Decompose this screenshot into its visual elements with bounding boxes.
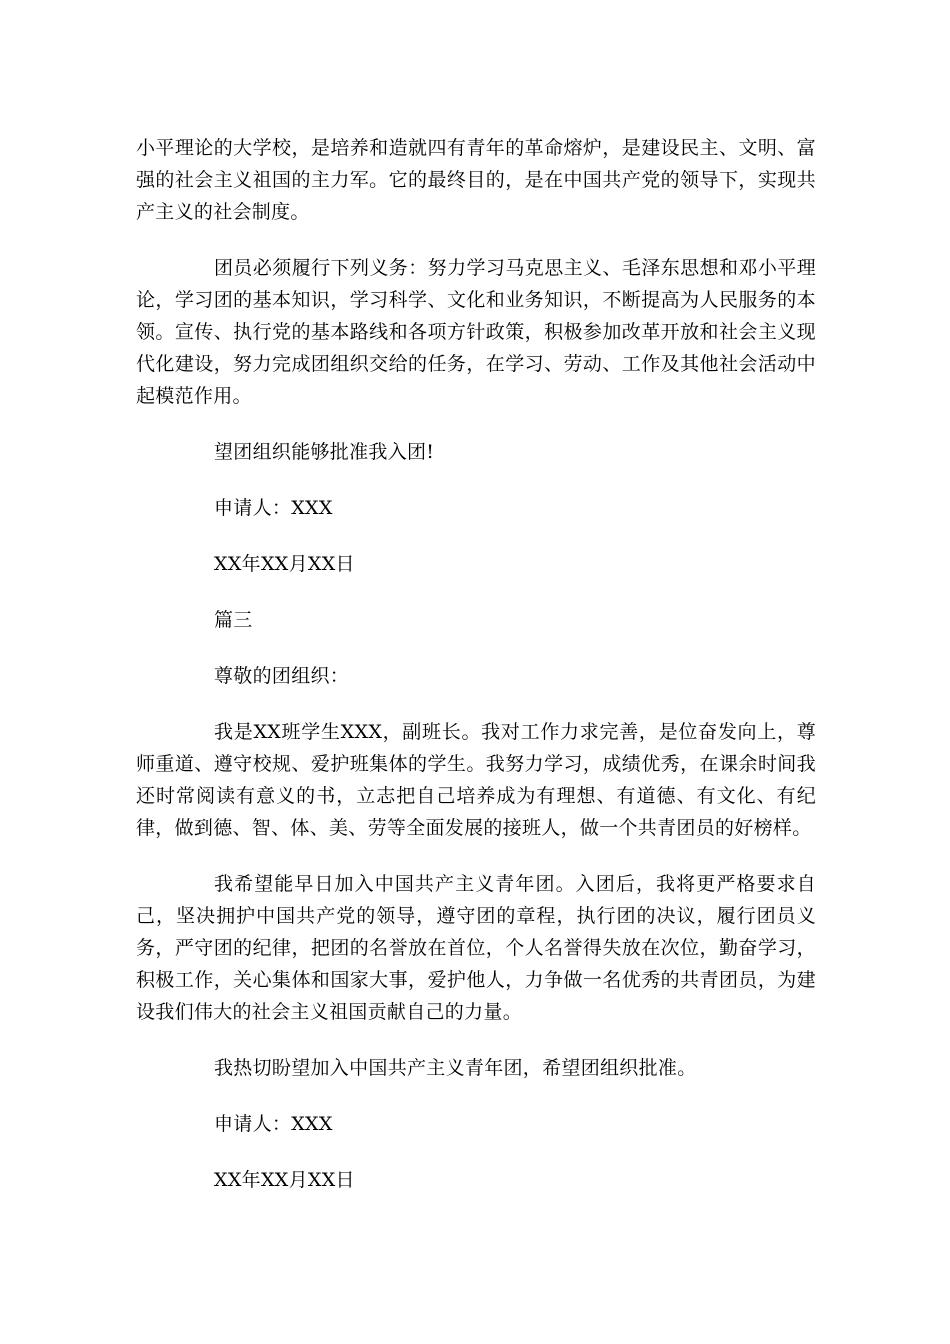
- paragraph-continuation: 小平理论的大学校，是培养和造就四有青年的革命熔炉，是建设民主、文明、富强的社会主义祖国的主力军。它的最终目的，是在中国共产党的领导下，实现共产主义的社会制度。: [136, 137, 816, 223]
- paragraph-gap: [136, 468, 816, 492]
- salutation: 尊敬的团组织：: [214, 665, 350, 687]
- closing-request-2: 我热切盼望加入中国共产主义青年团，希望团组织批准。: [214, 1057, 697, 1079]
- section-heading: 篇三: [214, 609, 253, 631]
- paragraph-gap: [136, 1028, 816, 1052]
- date-line-2: XX年XX月XX日: [214, 1169, 355, 1191]
- paragraph-gap: [136, 1140, 816, 1164]
- paragraph-gap: [136, 580, 816, 604]
- paragraph-gap: [136, 524, 816, 548]
- closing-request: 望团组织能够批准我入团!: [214, 441, 435, 463]
- applicant-signature-2: 申请人：XXX: [214, 1113, 333, 1135]
- paragraph-gap: [136, 412, 816, 436]
- paragraph-gap: [136, 844, 816, 868]
- date-line: XX年XX月XX日: [214, 553, 355, 575]
- paragraph-commitment: 我希望能早日加入中国共产主义青年团。入团后，我将更严格要求自己，坚决拥护中国共产党的领导，遵守团的章程，执行团的决议，履行团员义务，严守团的纪律，把团的名誉放在首位，个人名誉得失放在次位，勤奋学习，积极工作，关心集体和国家大事，爱护他人，力争做一名优秀的共青团员，为建设我们伟大的社会主义祖国贡献自己的力量。: [136, 873, 816, 1023]
- paragraph-gap: [136, 228, 816, 252]
- paragraph-self-introduction: 我是XX班学生XXX，副班长。我对工作力求完善，是位奋发向上，尊师重道、遵守校规、爱护班集体的学生。我努力学习，成绩优秀，在课余时间我还时常阅读有意义的书，立志把自己培养成为有理想、有道德、有文化、有纪律，做到德、智、体、美、劳等全面发展的接班人，做一个共青团员的好榜样。: [136, 721, 816, 839]
- applicant-signature: 申请人：XXX: [214, 497, 333, 519]
- paragraph-gap: [136, 692, 816, 716]
- paragraph-member-duties: 团员必须履行下列义务：努力学习马克思主义、毛泽东思想和邓小平理论，学习团的基本知识，学习科学、文化和业务知识，不断提高为人民服务的本领。宣传、执行党的基本路线和各项方针政策，积极参加改革开放和社会主义现代化建设，努力完成团组织交给的任务，在学习、劳动、工作及其他社会活动中起模范作用。: [136, 257, 816, 407]
- paragraph-gap: [136, 1084, 816, 1108]
- paragraph-gap: [136, 636, 816, 660]
- document-page: [136, 132, 816, 1196]
